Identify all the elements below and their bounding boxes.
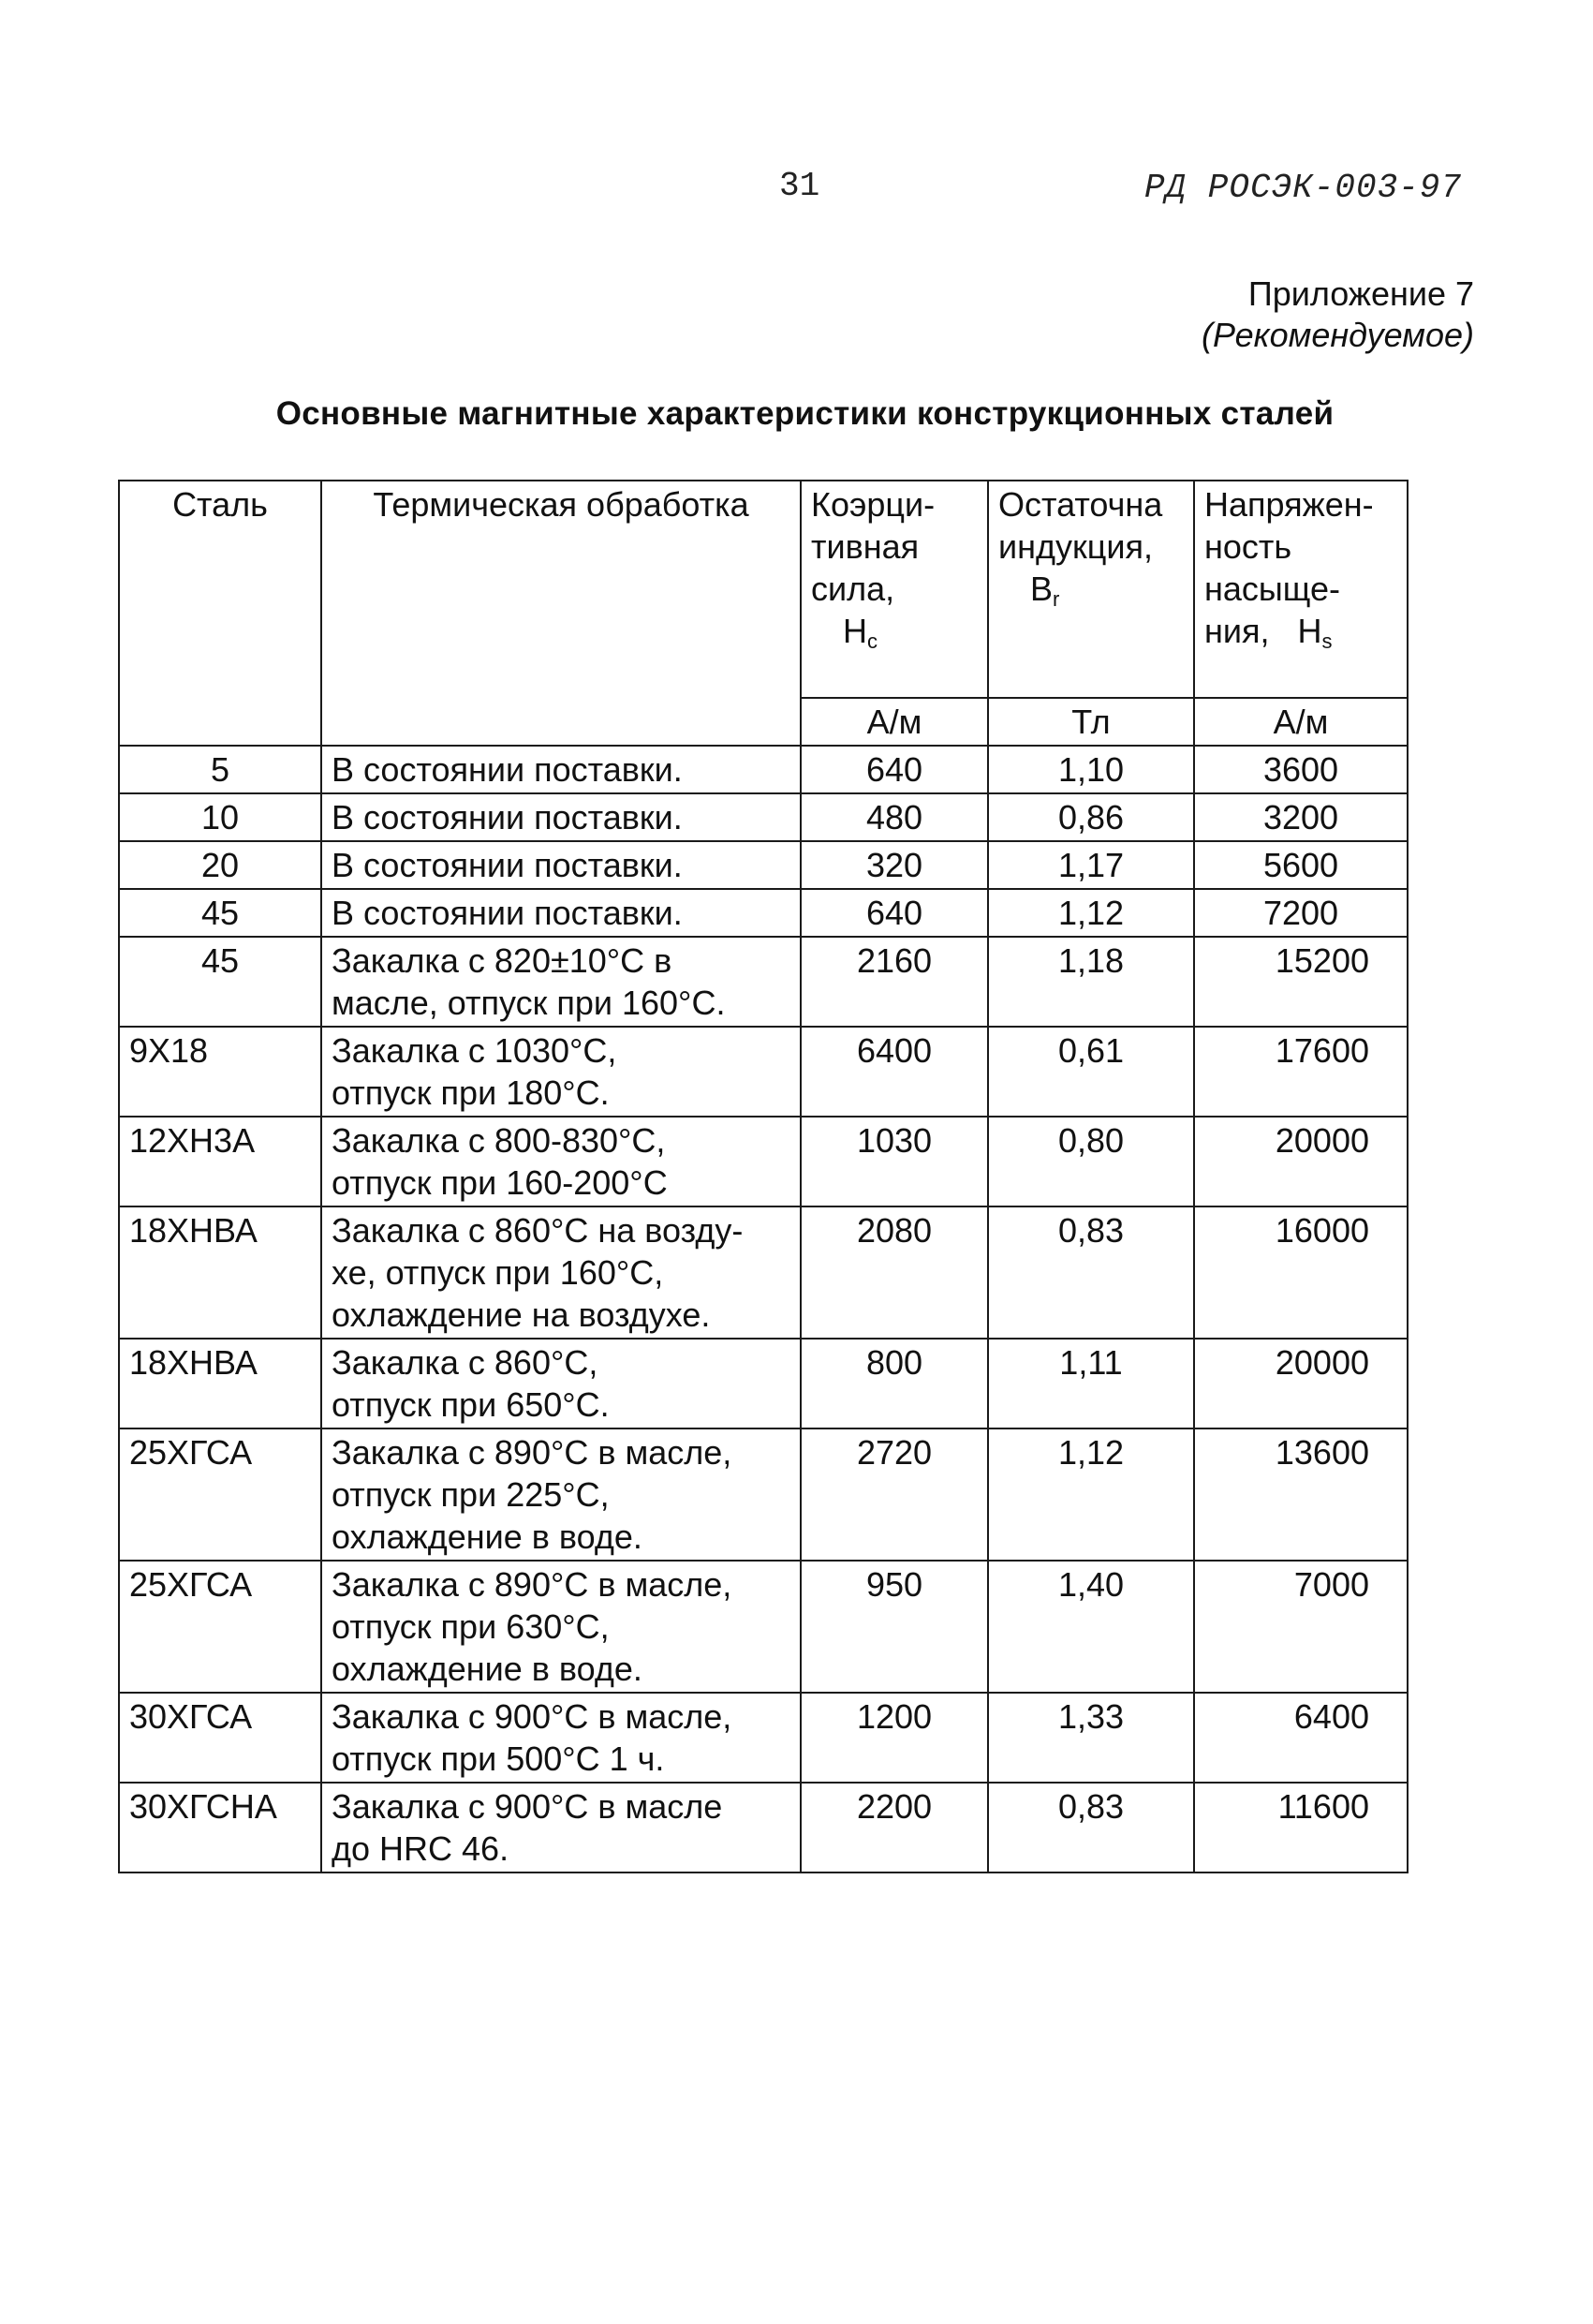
coercive-force-cell: 2200 [801, 1783, 988, 1873]
coercive-force-cell: 640 [801, 746, 988, 793]
saturation-field-cell: 13600 [1194, 1428, 1408, 1561]
saturation-field-cell: 17600 [1194, 1027, 1408, 1117]
table-header-row [119, 481, 1408, 698]
heat-treatment-cell [321, 1027, 801, 1117]
remanent-induction-cell: 1,40 [988, 1561, 1194, 1693]
table-body [119, 746, 1408, 1873]
heat-treatment-line: до HRC 46. [332, 1829, 509, 1868]
magnetic-properties-table [118, 480, 1409, 1873]
saturation-field-cell: 7000 [1194, 1561, 1408, 1693]
remanent-induction-cell: 1,33 [988, 1693, 1194, 1783]
coercive-force-cell: 800 [801, 1339, 988, 1428]
coercive-force-cell: 480 [801, 793, 988, 841]
table-row [119, 1783, 1408, 1873]
table-row [119, 889, 1408, 937]
steel-grade-cell: 5 [119, 746, 321, 793]
table-row [119, 1117, 1408, 1206]
heat-treatment-line: В состоянии поставки. [332, 798, 683, 836]
heat-treatment-line: хе, отпуск при 160°С, [332, 1253, 664, 1292]
heat-treatment-cell [321, 1117, 801, 1206]
table-row [119, 937, 1408, 1027]
heat-treatment-line: отпуск при 160-200°С [332, 1163, 668, 1202]
saturation-field-cell: 15200 [1194, 937, 1408, 1027]
remanent-induction-cell: 0,80 [988, 1117, 1194, 1206]
header-steel: Сталь [119, 481, 321, 746]
steel-grade-cell: 18ХНВА [119, 1339, 321, 1428]
unit-coercive: А/м [801, 698, 988, 746]
heat-treatment-cell [321, 1428, 801, 1561]
unit-saturation: А/м [1194, 698, 1408, 746]
steel-grade-cell: 18ХНВА [119, 1206, 321, 1339]
heat-treatment-line: Закалка с 820±10°С в [332, 941, 672, 980]
heat-treatment-line: масле, отпуск при 160°С. [332, 984, 726, 1022]
steel-grade-cell: 45 [119, 937, 321, 1027]
heat-treatment-cell [321, 1693, 801, 1783]
header-coercive-line: Коэрци- [811, 485, 936, 524]
header-saturation-symbol: ния, $H_s$ [1204, 612, 1333, 653]
heat-treatment-line: охлаждение в воде. [332, 1650, 642, 1688]
heat-treatment-line: Закалка с 1030°С, [332, 1031, 617, 1070]
saturation-field-cell: 3600 [1194, 746, 1408, 793]
header-saturation-line: ность [1204, 527, 1292, 566]
table-row [119, 746, 1408, 793]
remanent-induction-cell: 0,83 [988, 1206, 1194, 1339]
appendix-status: (Рекомендуемое) [1202, 316, 1474, 354]
remanent-induction-cell: 1,12 [988, 889, 1194, 937]
heat-treatment-line: Закалка с 800-830°С, [332, 1121, 666, 1160]
coercive-force-cell: 320 [801, 841, 988, 889]
heat-treatment-cell [321, 937, 801, 1027]
heat-treatment-line: Закалка с 860°С на возду- [332, 1211, 744, 1250]
header-coercive-symbol: $H_c$ [843, 612, 878, 653]
heat-treatment-line: отпуск при 225°С, [332, 1475, 610, 1514]
table-row [119, 1339, 1408, 1428]
header-treatment: Термическая обработка [321, 481, 801, 746]
remanent-induction-cell: 0,83 [988, 1783, 1194, 1873]
document-code: РД РОСЭК-003-97 [1143, 169, 1462, 207]
header-remanence-line: индукция, [998, 527, 1153, 566]
appendix-label: Приложение 7 [1247, 274, 1474, 313]
steel-grade-cell: 30ХГСНА [119, 1783, 321, 1873]
heat-treatment-cell [321, 1561, 801, 1693]
heat-treatment-cell [321, 889, 801, 937]
remanent-induction-cell: 1,17 [988, 841, 1194, 889]
coercive-force-cell: 2720 [801, 1428, 988, 1561]
coercive-force-cell: 2160 [801, 937, 988, 1027]
header-coercive-line: тивная [811, 527, 920, 566]
header-remanent-induction [988, 481, 1194, 698]
heat-treatment-cell [321, 1783, 801, 1873]
table-row [119, 1206, 1408, 1339]
saturation-field-cell: 20000 [1194, 1117, 1408, 1206]
heat-treatment-line: отпуск при 630°С, [332, 1607, 610, 1646]
coercive-force-cell: 640 [801, 889, 988, 937]
table-row [119, 1561, 1408, 1693]
coercive-force-cell: 950 [801, 1561, 988, 1693]
steel-grade-cell: 45 [119, 889, 321, 937]
saturation-field-cell: 7200 [1194, 889, 1408, 937]
heat-treatment-line: Закалка с 860°С, [332, 1343, 598, 1382]
unit-remanence: Тл [988, 698, 1194, 746]
heat-treatment-cell [321, 746, 801, 793]
heat-treatment-line: Закалка с 900°С в масле [332, 1787, 723, 1826]
heat-treatment-line: отпуск при 500°С 1 ч. [332, 1739, 665, 1778]
appendix-block [1202, 274, 1474, 356]
saturation-field-cell: 20000 [1194, 1339, 1408, 1428]
header-saturation-line: насыще- [1204, 570, 1341, 608]
steel-grade-cell: 9Х18 [119, 1027, 321, 1117]
table-row [119, 1693, 1408, 1783]
saturation-field-cell: 6400 [1194, 1693, 1408, 1783]
heat-treatment-cell [321, 1206, 801, 1339]
remanent-induction-cell: 0,61 [988, 1027, 1194, 1117]
heat-treatment-line: Закалка с 900°С в масле, [332, 1697, 732, 1736]
steel-grade-cell: 25ХГСА [119, 1428, 321, 1561]
heat-treatment-line: В состоянии поставки. [332, 846, 683, 884]
remanent-induction-cell: 1,11 [988, 1339, 1194, 1428]
table-row [119, 841, 1408, 889]
header-remanence-symbol: $B_r$ [1030, 570, 1060, 611]
heat-treatment-cell [321, 793, 801, 841]
heat-treatment-line: охлаждение в воде. [332, 1517, 642, 1556]
heat-treatment-line: отпуск при 180°С. [332, 1073, 610, 1112]
steel-grade-cell: 25ХГСА [119, 1561, 321, 1693]
remanent-induction-cell: 1,18 [988, 937, 1194, 1027]
header-coercive-line: сила, [811, 570, 895, 608]
header-coercive-force [801, 481, 988, 698]
coercive-force-cell: 2080 [801, 1206, 988, 1339]
heat-treatment-line: Закалка с 890°С в масле, [332, 1565, 732, 1604]
document-title: Основные магнитные характеристики конструкционных сталей [275, 395, 1335, 432]
coercive-force-cell: 1200 [801, 1693, 988, 1783]
table-row [119, 793, 1408, 841]
header-saturation-field [1194, 481, 1408, 698]
heat-treatment-line: В состоянии поставки. [332, 894, 683, 932]
header-remanence-line: Остаточна [998, 485, 1163, 524]
steel-grade-cell: 12ХН3А [119, 1117, 321, 1206]
heat-treatment-line: отпуск при 650°С. [332, 1385, 610, 1424]
steel-grade-cell: 20 [119, 841, 321, 889]
saturation-field-cell: 3200 [1194, 793, 1408, 841]
steel-grade-cell: 10 [119, 793, 321, 841]
table-row [119, 1428, 1408, 1561]
heat-treatment-line: Закалка с 890°С в масле, [332, 1433, 732, 1472]
steel-grade-cell: 30ХГСА [119, 1693, 321, 1783]
heat-treatment-line: охлаждение на воздухе. [332, 1295, 711, 1334]
coercive-force-cell: 1030 [801, 1117, 988, 1206]
heat-treatment-cell [321, 1339, 801, 1428]
remanent-induction-cell: 1,10 [988, 746, 1194, 793]
heat-treatment-cell [321, 841, 801, 889]
remanent-induction-cell: 1,12 [988, 1428, 1194, 1561]
remanent-induction-cell: 0,86 [988, 793, 1194, 841]
header-saturation-line: Напряжен- [1204, 485, 1374, 524]
page-number: 31 [779, 167, 820, 205]
saturation-field-cell: 5600 [1194, 841, 1408, 889]
coercive-force-cell: 6400 [801, 1027, 988, 1117]
heat-treatment-line: В состоянии поставки. [332, 750, 683, 789]
table-row [119, 1027, 1408, 1117]
saturation-field-cell: 11600 [1194, 1783, 1408, 1873]
saturation-field-cell: 16000 [1194, 1206, 1408, 1339]
